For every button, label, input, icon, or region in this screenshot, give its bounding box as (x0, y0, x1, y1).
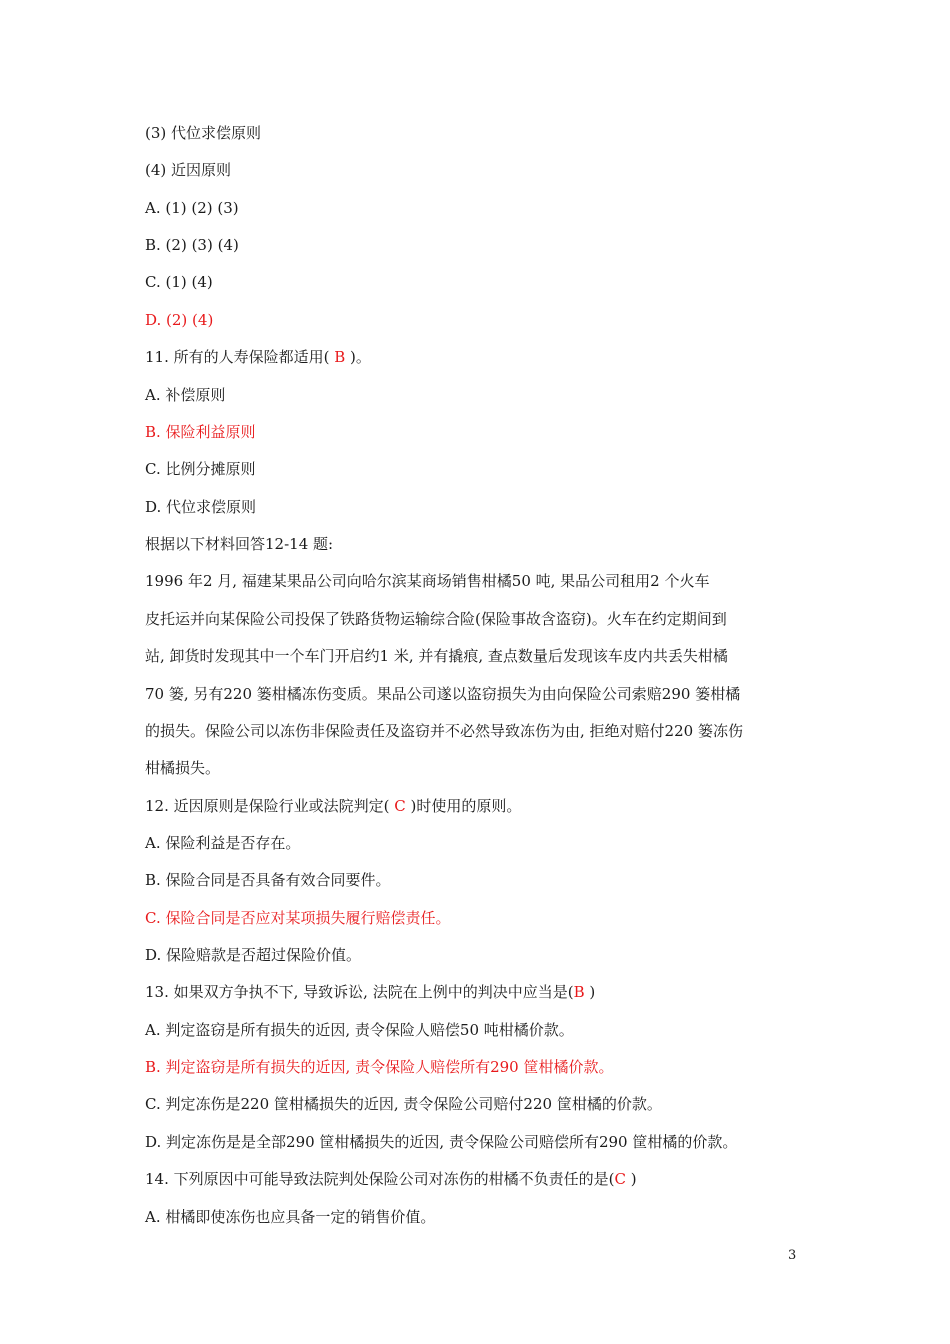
q14-stem (145, 1169, 825, 1189)
material-line: 1996 年2 月, 福建某果品公司向哈尔滨某商场销售柑橘50 吨, 果品公司租用2 个火车 (145, 572, 710, 590)
q11-option-a: A. 补偿原则 (145, 386, 226, 404)
q14-stem-before: 14. 下列原因中可能导致法院判处保险公司对冻伤的柑橘不负责任的是( (145, 1170, 615, 1188)
q11-stem-after: )。 (345, 348, 371, 366)
material-line: 站, 卸货时发现其中一个车门开启约1 米, 并有撬痕, 查点数量后发现该车皮内共丢失柑橘 (145, 647, 728, 665)
q10-item-4: (4) 近因原则 (145, 161, 232, 179)
q10-item-3: (3) 代位求偿原则 (145, 124, 262, 142)
q11-stem (145, 347, 825, 367)
q14-stem-after: ) (625, 1170, 637, 1188)
q13-option-d: D. 判定冻伤是是全部290 筐柑橘损失的近因, 责令保险公司赔偿所有290 筐柑橘的价款。 (145, 1133, 738, 1151)
q13-stem-before: 13. 如果双方争执不下, 导致诉讼, 法院在上例中的判决中应当是( (145, 983, 574, 1001)
q13-option-c: C. 判定冻伤是220 筐柑橘损失的近因, 责令保险公司赔付220 筐柑橘的价款。 (145, 1095, 662, 1113)
q12-stem-before: 12. 近因原则是保险行业或法院判定( (145, 797, 395, 815)
material-intro: 根据以下材料回答12-14 题: (145, 535, 334, 553)
q12-answer: C (394, 797, 406, 815)
q10-option-a: A. (1) (2) (3) (145, 199, 239, 217)
q11-option-b-answer: B. 保险利益原则 (145, 423, 256, 441)
q13-answer: B (573, 983, 585, 1001)
q10-option-c: C. (1) (4) (145, 273, 213, 291)
material-line: 皮托运并向某保险公司投保了铁路货物运输综合险(保险事故含盗窃)。火车在约定期间到 (145, 610, 727, 628)
material-line: 柑橘损失。 (145, 759, 221, 777)
q10-option-d-answer: D. (2) (4) (145, 311, 214, 329)
q14-option-a: A. 柑橘即使冻伤也应具备一定的销售价值。 (145, 1208, 436, 1226)
q13-option-a: A. 判定盗窃是所有损失的近因, 责令保险人赔偿50 吨柑橘价款。 (145, 1021, 574, 1039)
q12-stem (145, 796, 825, 816)
q12-option-b: B. 保险合同是否具备有效合同要件。 (145, 871, 391, 889)
q12-stem-after: )时使用的原则。 (405, 797, 522, 815)
q12-option-c-answer: C. 保险合同是否应对某项损失履行赔偿责任。 (145, 909, 451, 927)
q11-option-c: C. 比例分摊原则 (145, 460, 256, 478)
material-line: 的损失。保险公司以冻伤非保险责任及盗窃并不必然导致冻伤为由, 拒绝对赔付220 篓冻伤 (145, 722, 743, 740)
q12-option-d: D. 保险赔款是否超过保险价值。 (145, 946, 362, 964)
q13-stem-after: ) (584, 983, 596, 1001)
material-line: 70 篓, 另有220 篓柑橘冻伤变质。果品公司遂以盗窃损失为由向保险公司索赔290 篓柑橘 (145, 685, 741, 703)
q11-option-d: D. 代位求偿原则 (145, 498, 257, 516)
q10-option-b: B. (2) (3) (4) (145, 236, 239, 254)
q11-stem-before: 11. 所有的人寿保险都适用( (145, 348, 335, 366)
q11-answer: B (334, 348, 346, 366)
q14-answer: C (614, 1170, 626, 1188)
q13-stem (145, 982, 825, 1002)
page-number: 3 (788, 1248, 797, 1263)
q13-option-b-answer: B. 判定盗窃是所有损失的近因, 责令保险人赔偿所有290 筐柑橘价款。 (145, 1058, 614, 1076)
q12-option-a: A. 保险利益是否存在。 (145, 834, 301, 852)
